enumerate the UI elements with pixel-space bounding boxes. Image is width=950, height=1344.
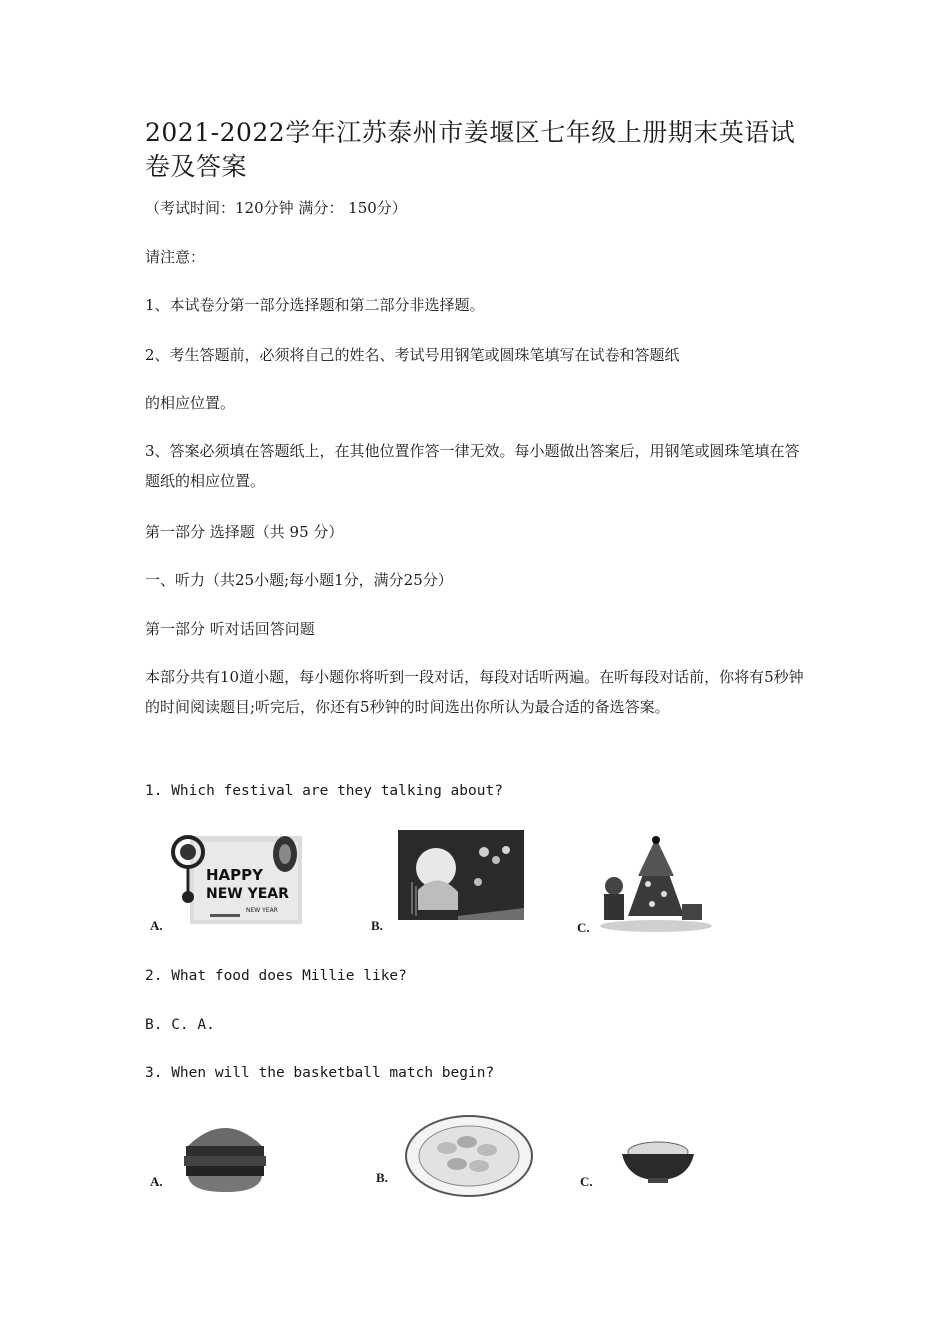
- q1-option-a-label: A.: [150, 918, 163, 933]
- notice-heading: 请注意：: [145, 248, 206, 266]
- question-2: 2. What food does Millie like?: [145, 968, 407, 984]
- question-3: 3. When will the basketball match begin?: [145, 1065, 495, 1081]
- note-1: 1、本试卷分第一部分选择题和第二部分非选择题。: [145, 296, 485, 314]
- part-heading: 第一部分 选择题（共 95 分）: [145, 523, 344, 541]
- document-title: 2021-2022学年江苏泰州市姜堰区七年级上册期末英语试卷及答案: [145, 118, 796, 181]
- note-2: 2、考生答题前，必须将自己的姓名、考试号用钢笔或圆珠笔填写在试卷和答题纸: [145, 346, 680, 364]
- hamburger-image: [180, 1116, 270, 1196]
- question-2-options: B. C. A.: [145, 1017, 215, 1033]
- rice-bowl-image: [618, 1136, 698, 1186]
- q1-option-b-label: B.: [371, 918, 383, 933]
- card-small-text: NEW YEAR: [246, 907, 278, 914]
- card-happy-text: HAPPY: [206, 866, 264, 884]
- q3-option-a-label: A.: [150, 1174, 163, 1189]
- card-new-year-text: NEW YEAR: [206, 886, 289, 902]
- dumplings-plate-image: [403, 1112, 535, 1200]
- q3-option-c-label: C.: [580, 1174, 593, 1189]
- q3-option-b-label: B.: [376, 1170, 388, 1185]
- section-heading: 一、听力（共25小题;每小题1分，满分25分）: [145, 571, 453, 589]
- christmas-tree-image: [594, 834, 718, 934]
- listening-instructions: 本部分共有10道小题，每小题你将听到一段对话，每段对话听两遍。在听每段对话前，你将有5秒钟的时间阅读题目;听完后，你还有5秒钟的时间选出你所认为最合适的备选答案。: [145, 668, 804, 716]
- note-3: 3、答案必须填在答题纸上，在其他位置作答一律无效。每小题做出答案后，用钢笔或圆珠笔填在答题纸的相应位置。: [145, 442, 800, 490]
- mid-autumn-scene-image: [398, 830, 526, 922]
- q1-option-c-label: C.: [577, 920, 590, 935]
- happy-new-year-card-image: [160, 822, 310, 930]
- subsection-heading: 第一部分 听对话回答问题: [145, 620, 315, 638]
- question-1: 1. Which festival are they talking about?: [145, 783, 503, 799]
- note-2-continued: 的相应位置。: [145, 394, 236, 412]
- exam-info: （考试时间：120分钟 满分： 150分）: [145, 199, 407, 217]
